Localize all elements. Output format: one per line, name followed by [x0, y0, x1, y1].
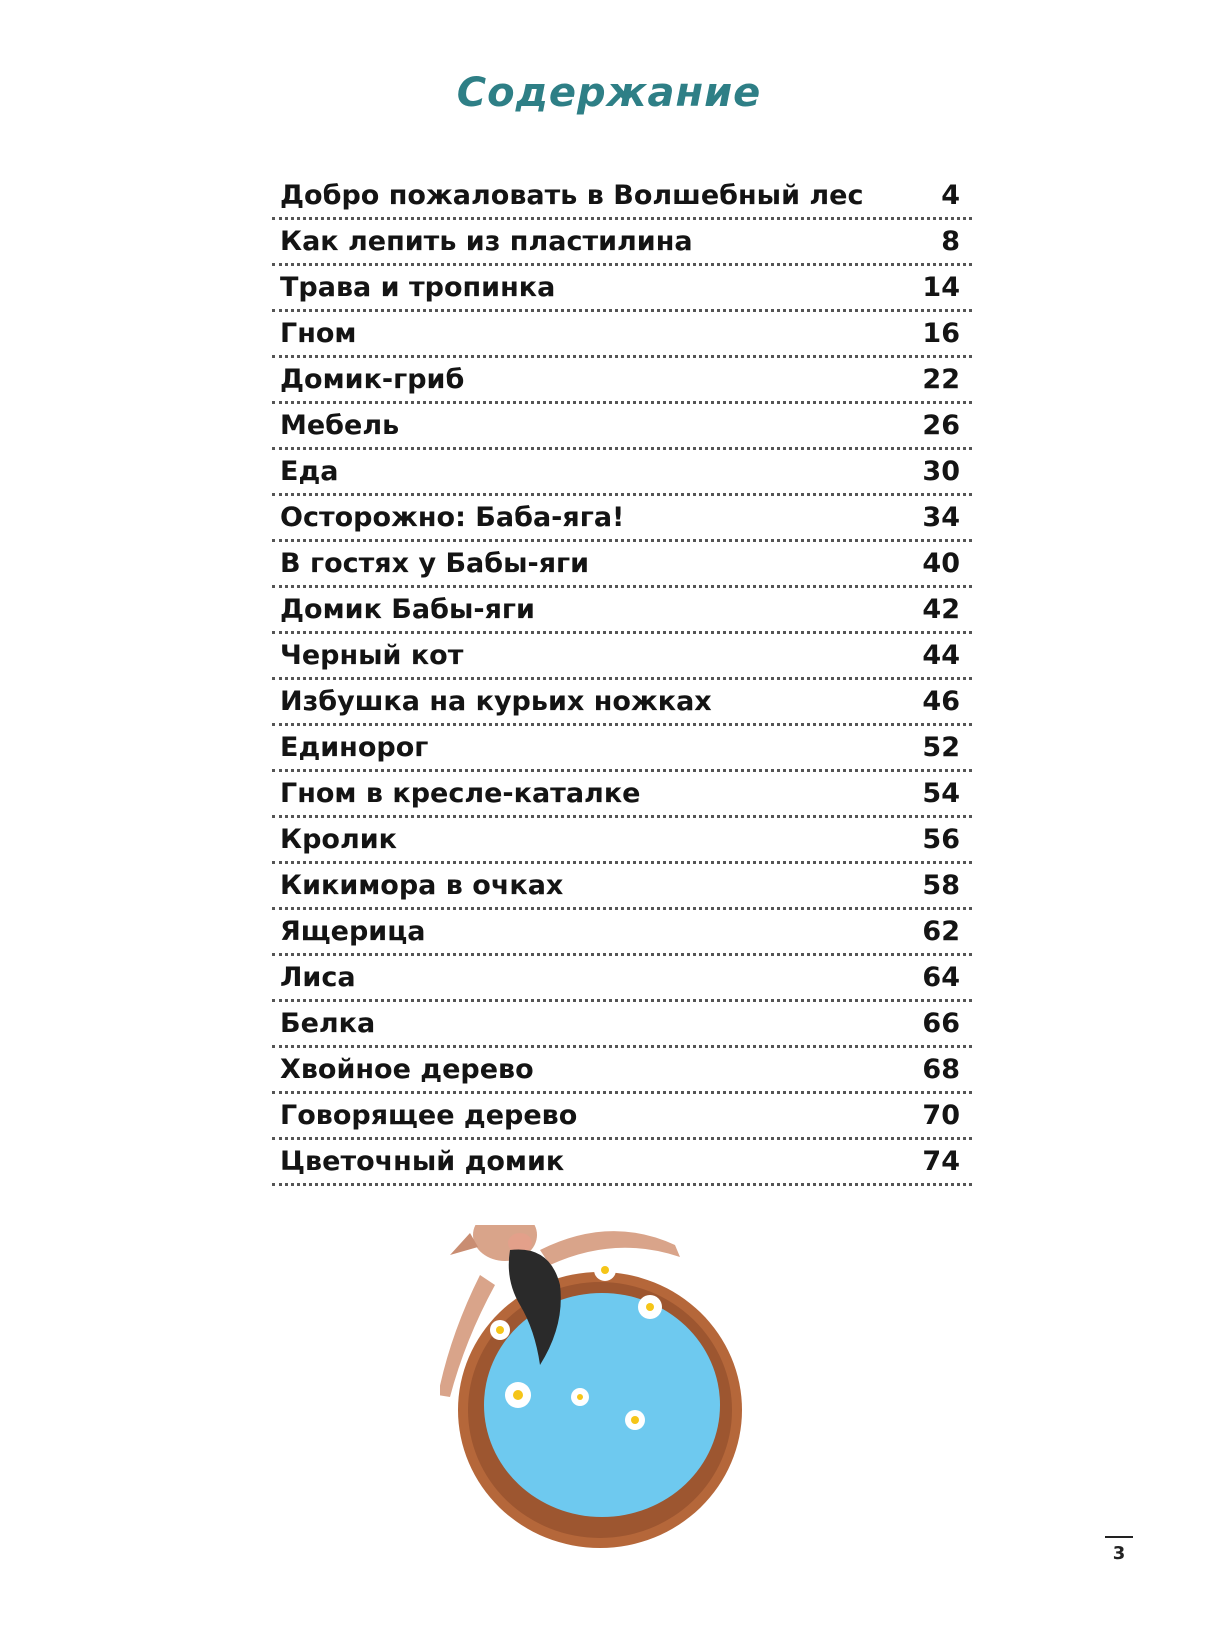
toc-entry-title: Домик-гриб	[280, 364, 465, 395]
gnome-in-tub-illustration	[440, 1225, 770, 1555]
toc-entry[interactable]	[272, 542, 972, 588]
toc-entry-page: 16	[922, 318, 960, 349]
flower-icon	[594, 1259, 616, 1281]
toc-entry[interactable]	[272, 864, 972, 910]
toc-entry-title: Кролик	[280, 824, 397, 855]
toc-entry-page: 62	[922, 916, 960, 947]
flower-icon	[490, 1320, 510, 1340]
toc-entry[interactable]	[272, 496, 972, 542]
flower-icon	[571, 1388, 589, 1406]
toc-entry-page: 74	[922, 1146, 960, 1177]
toc-entry-title: Избушка на курьих ножках	[280, 686, 712, 717]
toc-entry[interactable]	[272, 404, 972, 450]
toc-entry-page: 8	[941, 226, 960, 257]
toc-entry-page: 54	[922, 778, 960, 809]
toc-entry[interactable]	[272, 726, 972, 772]
toc-entry-page: 52	[922, 732, 960, 763]
toc-entry[interactable]	[272, 1048, 972, 1094]
toc-entry-page: 14	[922, 272, 960, 303]
toc-entry-title: Осторожно: Баба-яга!	[280, 502, 625, 533]
toc-entry-title: Черный кот	[280, 640, 464, 671]
toc-entry[interactable]	[272, 450, 972, 496]
table-of-contents	[272, 174, 972, 1186]
toc-entry-title: Гном	[280, 318, 357, 349]
flower-icon	[625, 1410, 645, 1430]
toc-entry-page: 34	[922, 502, 960, 533]
toc-entry[interactable]	[272, 220, 972, 266]
toc-entry-page: 68	[922, 1054, 960, 1085]
toc-entry-title: Гном в кресле-каталке	[280, 778, 641, 809]
toc-entry[interactable]	[272, 1002, 972, 1048]
toc-entry[interactable]	[272, 588, 972, 634]
toc-entry-page: 26	[922, 410, 960, 441]
gnome-arm-right	[540, 1231, 680, 1265]
toc-entry[interactable]	[272, 680, 972, 726]
flower-icon	[505, 1382, 531, 1408]
toc-entry[interactable]	[272, 312, 972, 358]
toc-entry-page: 70	[922, 1100, 960, 1131]
toc-entry[interactable]	[272, 910, 972, 956]
toc-entry-title: Говорящее дерево	[280, 1100, 578, 1131]
toc-entry-title: Ящерица	[280, 916, 426, 947]
toc-entry-title: Цветочный домик	[280, 1146, 565, 1177]
toc-entry-title: Мебель	[280, 410, 400, 441]
toc-entry-page: 30	[922, 456, 960, 487]
toc-entry-title: Добро пожаловать в Волшебный лес	[280, 180, 864, 211]
toc-entry[interactable]	[272, 266, 972, 312]
toc-entry[interactable]	[272, 174, 972, 220]
toc-entry-page: 56	[922, 824, 960, 855]
toc-entry-page: 4	[941, 180, 960, 211]
toc-entry-title: В гостях у Бабы-яги	[280, 548, 590, 579]
toc-entry[interactable]	[272, 1140, 972, 1186]
toc-entry-page: 42	[922, 594, 960, 625]
toc-entry-title: Белка	[280, 1008, 376, 1039]
page-title: Содержание	[456, 70, 762, 116]
toc-entry-page: 44	[922, 640, 960, 671]
toc-entry-page: 40	[922, 548, 960, 579]
toc-entry[interactable]	[272, 956, 972, 1002]
toc-entry[interactable]	[272, 634, 972, 680]
toc-entry-page: 66	[922, 1008, 960, 1039]
toc-entry-page: 22	[922, 364, 960, 395]
toc-entry-page: 46	[922, 686, 960, 717]
toc-entry-title: Как лепить из пластилина	[280, 226, 693, 257]
toc-entry[interactable]	[272, 358, 972, 404]
toc-entry-title: Хвойное дерево	[280, 1054, 534, 1085]
toc-entry[interactable]	[272, 818, 972, 864]
page-number: 3	[1112, 1543, 1126, 1564]
toc-entry[interactable]	[272, 772, 972, 818]
toc-entry-page: 58	[922, 870, 960, 901]
flower-icon	[638, 1295, 662, 1319]
toc-entry-title: Домик Бабы-яги	[280, 594, 535, 625]
page-number-rule	[1105, 1536, 1133, 1538]
toc-entry-title: Еда	[280, 456, 339, 487]
toc-entry-title: Трава и тропинка	[280, 272, 556, 303]
toc-entry-title: Единорог	[280, 732, 429, 763]
toc-entry-title: Лиса	[280, 962, 356, 993]
toc-entry-title: Кикимора в очках	[280, 870, 564, 901]
toc-entry-page: 64	[922, 962, 960, 993]
toc-entry[interactable]	[272, 1094, 972, 1140]
